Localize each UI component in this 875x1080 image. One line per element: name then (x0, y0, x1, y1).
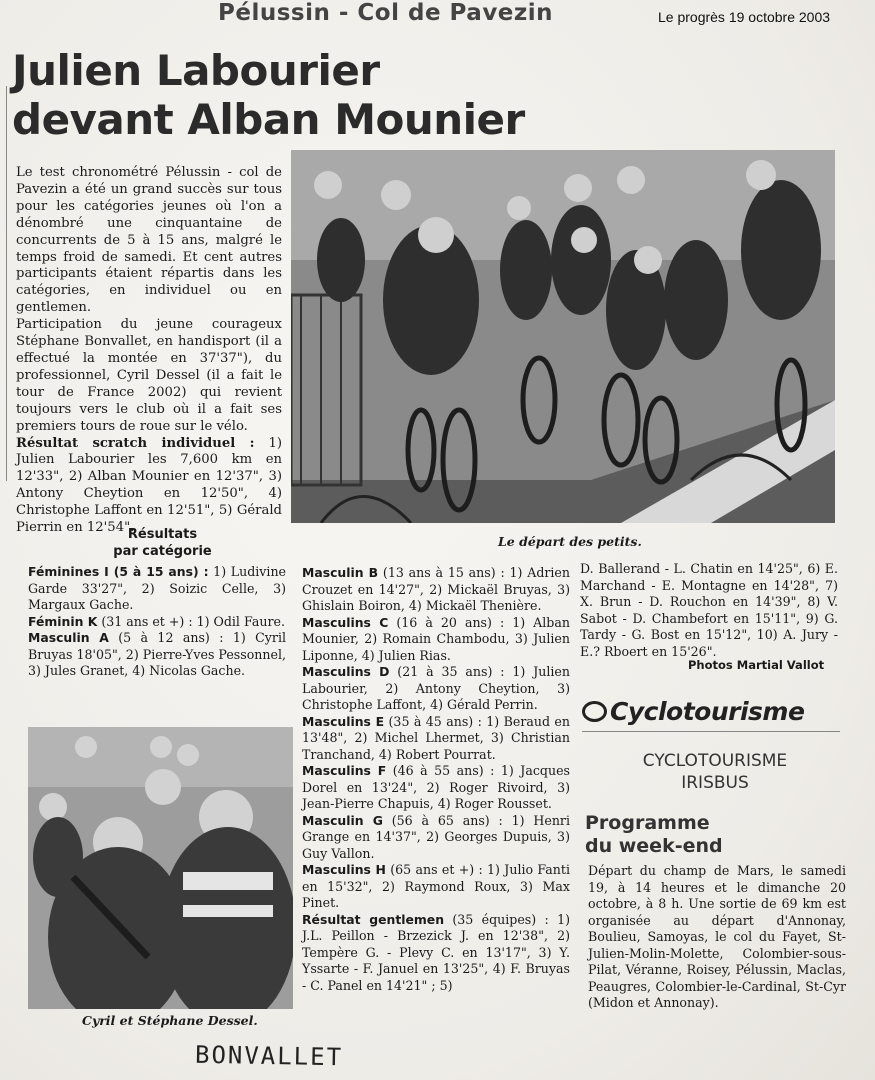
category-label: Masculins D (302, 664, 390, 679)
programme-text: Départ du champ de Mars, le samedi 19, à 14 heures et le dimanche 20 octobre, à 8 h. Une sortie de 69 km est organisée au départ d'Annonay, Boulieu, Samoyas, le col du Fayet, St-Julien-Molin-Molette, Colombier-sous-Pilat, Véranne, Roisey, Pélussin, Maclas, Peaugres, Colombier-le-Cardinal, St-Cyr (Midon et Annonay). (588, 863, 846, 1010)
programme-title (585, 812, 723, 858)
category-result: (5 à 12 ans) : 1) Cyril Bruyas 18'05", 2) Pierre-Yves Pessonnel, 3) Jules Granet, 4) Nicolas Gache. (28, 630, 286, 678)
result-entry (28, 564, 286, 614)
category-label: Féminines I (5 à 15 ans) : (28, 564, 209, 579)
club-line-1: CYCLOTOURISME (642, 751, 788, 771)
result-entry (28, 630, 286, 680)
photo-portrait-illustration (28, 727, 293, 1009)
category-label: Masculin G (302, 812, 383, 828)
category-label: Masculins C (302, 614, 389, 630)
result-entry (302, 714, 570, 764)
result-entry (302, 813, 570, 863)
results-heading-line-1: Résultats (127, 527, 198, 542)
result-entry (302, 565, 570, 615)
category-result: 1) Ludivine Garde 33'27", 2) Soizic Celle, 3) Margaux Gache. (28, 564, 287, 612)
result-entry (302, 615, 570, 665)
ring-logo-icon (582, 701, 607, 722)
category-result: (35 équipes) : 1) J.L. Peillon - Brzezick J. en 12'38", 2) Tempère G. - Plevy C. en 13'17", 3) Y. Yssarte - F. Januel en 13'25", 4) F. Bruyas - C. Panel en 14'21" ; 5) (302, 911, 570, 993)
category-result: (13 ans à 15 ans) : 1) Adrien Crouzet en 14'27", 2) Mickaël Bruyas, 3) Ghislain Boiron, 4) Mickaël Thenière. (302, 565, 570, 613)
club-name (600, 750, 830, 794)
section-heading: Pélussin - Col de Pavezin (218, 0, 554, 26)
category-result: (16 à 20 ans) : 1) Alban Mounier, 2) Romain Chambodu, 3) Julien Liponne, 4) Julien Rias. (302, 614, 570, 663)
scratch-results (16, 436, 282, 537)
category-result: (65 ans et +) : 1) Julio Fanti en 15'32", 2) Raymond Roux, 3) Max Pinet. (302, 862, 570, 910)
category-result: (31 ans et +) : 1) Odil Faure. (97, 613, 285, 629)
handwritten-annotation: BONVALLET (194, 1040, 344, 1072)
club-line-2: IRISBUS (681, 773, 749, 793)
results-by-category-heading (95, 526, 230, 560)
intro-paragraph-2: Participation du jeune courageux Stéphane Bonvallet, en handisport (il a effectué la montée en 37'37"), du professionnel, Cyril Dessel (il a fait le tour de France 2002) qui revient toujours vers le club où il a fait ses premiers tours de roue sur le vélo. (16, 317, 282, 434)
gentlemen-results-continued: D. Ballerand - L. Chatin en 14'25", 6) E. Marchand - E. Montagne en 14'28", 7) X. Brun - D. Rouchon en 14'39", 8) V. Sabot - D. Chambefort en 15'11", 9) G. Tardy - G. Bost en 15'12", 10) A. Jury - E.? Rboert en 15'26". (580, 561, 838, 659)
results-heading-line-2: par catégorie (113, 544, 212, 559)
category-label: Masculin B (302, 565, 379, 580)
source-date: Le progrès 19 octobre 2003 (658, 9, 831, 25)
headline-line-2: devant Alban Mounier (12, 95, 525, 144)
result-entry (28, 614, 286, 631)
results-column-2 (302, 565, 570, 994)
results-column-1 (28, 564, 286, 680)
category-result: (46 à 55 ans) : 1) Jacques Dorel en 13'24", 2) Roger Rivoird, 3) Jean-Pierre Chapuis, 4) Roger Rousset. (302, 763, 571, 811)
category-label: Masculins E (302, 713, 385, 729)
photo-caption-start: Le départ des petits. (498, 534, 642, 549)
programme-line-1: Programme (585, 812, 710, 834)
result-entry (302, 862, 570, 912)
column-rule (6, 86, 7, 481)
headline-line-1: Julien Labourier (12, 46, 380, 95)
scratch-label: Résultat scratch individuel : (16, 435, 255, 451)
scratch-text: 1) Julien Labourier les 7,600 km en 12'33", 2) Alban Mounier en 12'37", 3) Antony Cheytion en 12'50", 4) Christophe Laffont en 12'51", 5) Gérald Pierrin en 12'54". (16, 435, 283, 536)
result-entry (302, 763, 570, 813)
banner-label: Cyclotourisme (610, 697, 805, 726)
photo-credit: Photos Martial Vallot (688, 658, 825, 672)
photo-caption-portrait: Cyril et Stéphane Dessel. (82, 1013, 258, 1028)
headline (12, 46, 525, 144)
category-label: Masculins H (302, 862, 386, 877)
results-column-3 (580, 561, 838, 660)
category-result: (56 à 65 ans) : 1) Henri Grange en 14'37", 2) Georges Dupuis, 3) Guy Vallon. (302, 812, 570, 861)
category-result: (21 à 35 ans) : 1) Julien Labourier, 2) Antony Cheytion, 3) Christophe Laffont, 4) Gérald Perrin. (302, 664, 570, 712)
result-entry (302, 912, 570, 995)
intro-text (16, 165, 282, 537)
category-result: (35 à 45 ans) : 1) Beraud en 13'48", 2) Michel Lhermet, 3) Christian Tranchand, 4) Robert Pourrat. (302, 713, 570, 762)
result-entry (302, 664, 570, 714)
category-label: Masculins F (302, 763, 387, 778)
category-label: Féminin K (28, 613, 98, 629)
photo-cyril-and-stephane (28, 727, 293, 1009)
intro-paragraph-1: Le test chronométré Pélussin - col de Pavezin a été un grand succès sur tous pour les catégories jeunes où l'on a dénombré une cinquantaine de concurrents de 5 à 15 ans, malgré le temps froid de samedi. Et cent autres participants étaient répartis dans les catégories, en individuel ou en gentlemen. (16, 165, 282, 316)
category-label: Résultat gentlemen (302, 911, 445, 927)
cyclotourisme-banner (582, 697, 840, 732)
photo-start-illustration (291, 150, 835, 523)
programme-line-2: du week-end (585, 835, 723, 857)
category-label: Masculin A (28, 630, 109, 645)
photo-start-of-children-race (291, 150, 835, 523)
